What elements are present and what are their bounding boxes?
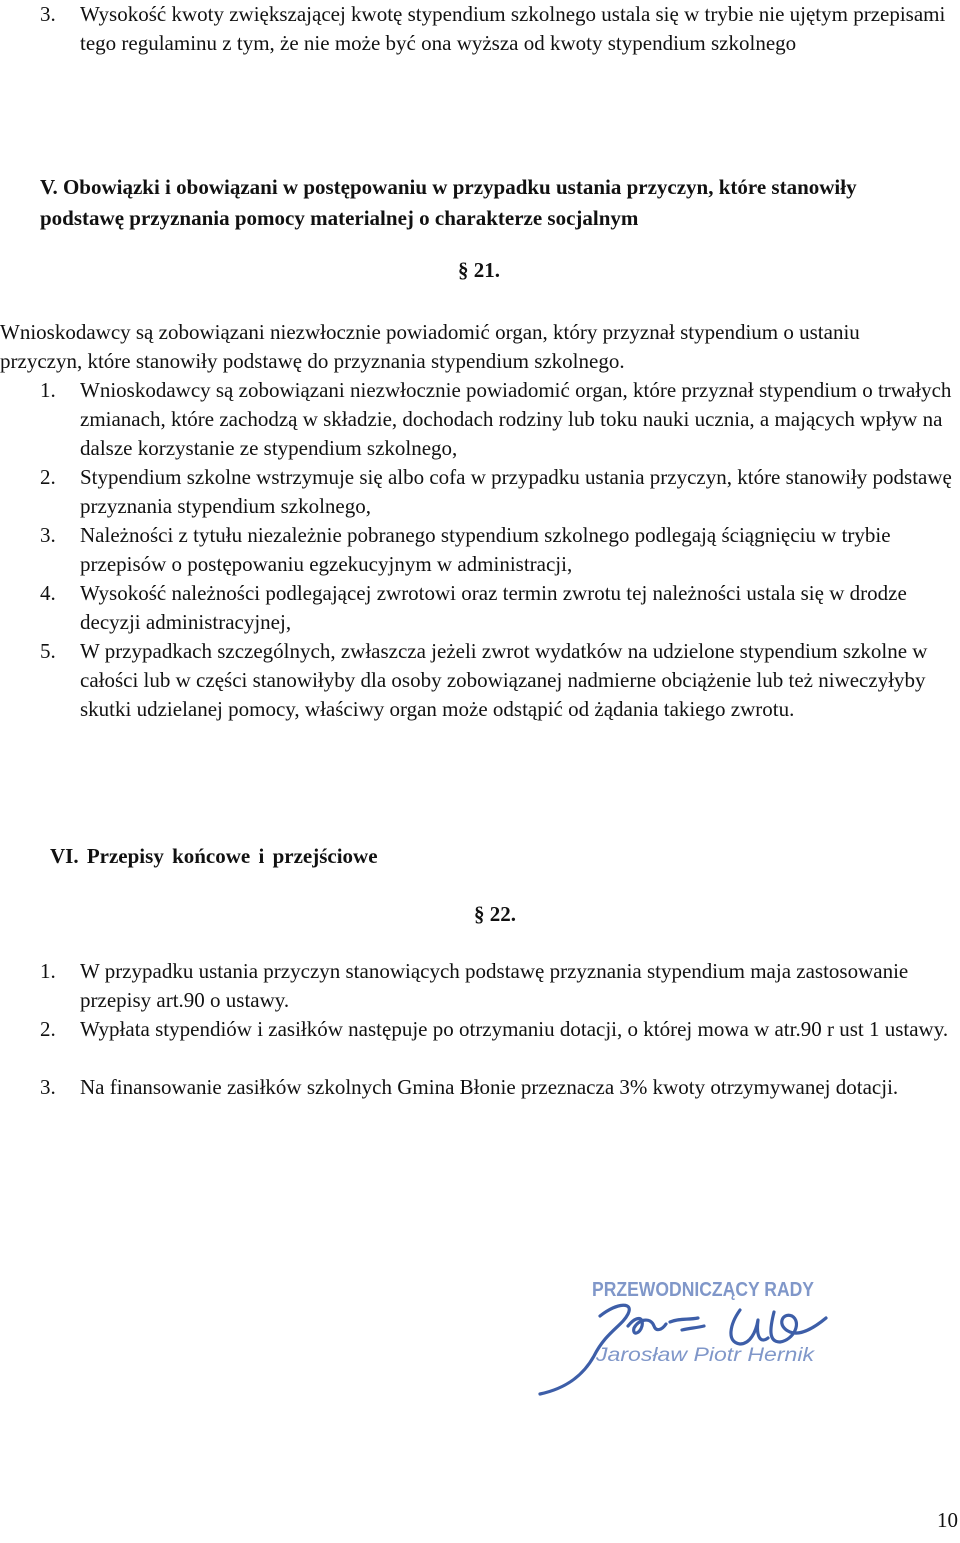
item-number: 5. <box>40 639 56 663</box>
section-v-heading: V. Obowiązki i obowiązani w postępowaniu w przypadku ustania przyczyn, które stanowiły podstawę przyznania pomocy materialnej o charakterze socjalnym <box>40 175 857 230</box>
paragraph-mark-21: § 21. <box>458 258 500 282</box>
item-text: Wypłata stypendiów i zasiłków następuje po otrzymaniu dotacji, o której mowa w atr.90 r ust 1 ustawy. <box>80 1017 949 1041</box>
item-number: 4. <box>40 581 56 605</box>
item-text: Na finansowanie zasiłków szkolnych Gmina Błonie przeznacza 3% kwoty otrzymywanej dotacji. <box>80 1075 899 1099</box>
item-number: 3. <box>40 523 56 547</box>
item-text: Wysokość należności podlegającej zwrotowi oraz termin zwrotu tej należności ustala się w drodze decyzji administracyjnej, <box>80 581 907 634</box>
item-number: 2. <box>40 465 56 489</box>
item-text: Należności z tytułu niezależnie pobranego stypendium szkolnego podlegają ściągnięciu w trybie przepisów o postępowaniu egzekucyjnym w administracji, <box>80 523 891 576</box>
item-text: Wnioskodawcy są zobowiązani niezwłocznie powiadomić organ, które przyznał stypendium o trwałych zmianach, które zachodzą w składzie, dochodach rodziny lub toku nauki ucznia, a mających wpływ na dalsze korzystanie ze stypendium szkolnego, <box>80 378 952 460</box>
item-text: W przypadku ustania przyczyn stanowiących podstawę przyznania stypendium maja zastosowanie przepisy art.90 o ustawy. <box>80 959 909 1012</box>
section-vi-heading: VI. Przepisy końcowe i przejściowe <box>50 844 378 868</box>
item-number: 2. <box>40 1017 56 1041</box>
item-number: 1. <box>40 959 56 983</box>
item-number: 1. <box>40 378 56 402</box>
stamp-title: PRZEWODNICZĄCY RADY <box>592 1279 815 1301</box>
page-number: 10 <box>937 1508 958 1532</box>
stamp-name: Jarosław Piotr Hernik <box>594 1345 816 1366</box>
item-text: Stypendium szkolne wstrzymuje się albo cofa w przypadku ustania przyczyn, które stanowiły podstawę przyznania stypendium szkolnego, <box>80 465 952 518</box>
item-number: 3. <box>40 2 56 26</box>
paragraph-mark-22: § 22. <box>474 902 516 926</box>
item-number: 3. <box>40 1075 56 1099</box>
item-text: W przypadkach szczególnych, zwłaszcza jeżeli zwrot wydatków na udzielone stypendium szkolne w całości lub w części stanowiłyby dla osoby zobowiązanej nadmierne obciążenie lub też niweczyłyby skutki udzielanej pomocy, właściwy organ może odstąpić od żądania takiego zwrotu. <box>80 639 928 721</box>
signature-stamp-graphic <box>530 1272 855 1397</box>
section-v-intro: Wnioskodawcy są zobowiązani niezwłocznie powiadomić organ, który przyznał stypendium o ustaniu przyczyn, które stanowiły podstawę do przyznania stypendium szkolnego. <box>0 320 860 373</box>
item-text: Wysokość kwoty zwiększającej kwotę stypendium szkolnego ustala się w trybie nie ujętym przepisami tego regulaminu z tym, że nie może być ona wyższa od kwoty stypendium szkolnego <box>80 2 946 55</box>
chairman-stamp <box>530 1272 855 1397</box>
